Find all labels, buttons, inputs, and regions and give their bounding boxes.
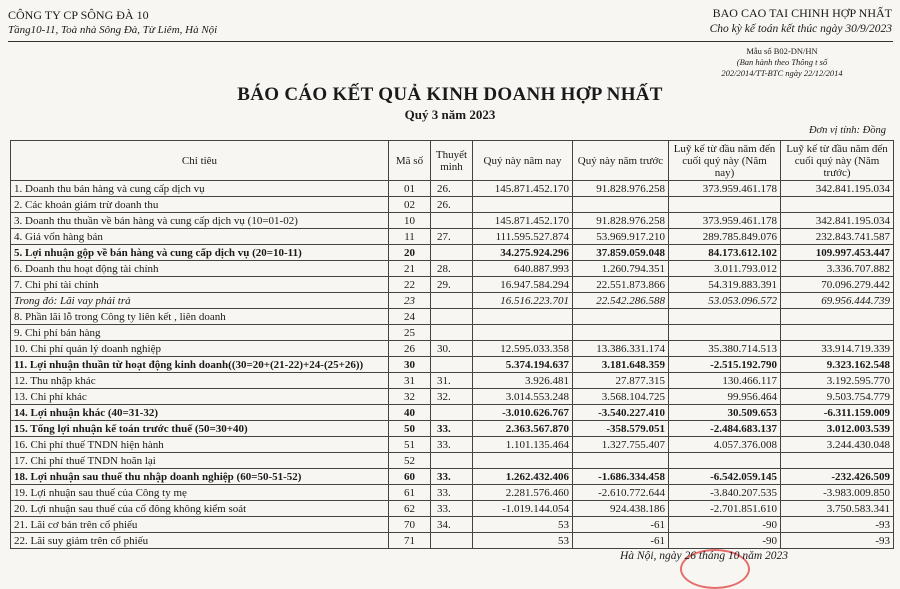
cell-code: 20 — [389, 245, 431, 261]
cell-code: 61 — [389, 485, 431, 501]
cell-qp: 27.877.315 — [573, 373, 669, 389]
cell-label: Trong đó: Lãi vay phải trả — [11, 293, 389, 309]
column-header-ytd-current: Luỹ kế từ đầu năm đến cuối quý này (Năm nay) — [669, 141, 781, 181]
cell-ytd: 30.509.653 — [669, 405, 781, 421]
cell-code: 71 — [389, 533, 431, 549]
table-row — [11, 517, 894, 533]
form-issued: (Ban hành theo Thông t số — [736, 57, 828, 67]
cell-note: 34. — [431, 517, 473, 533]
cell-label: 17. Chi phí thuế TNDN hoãn lại — [11, 453, 389, 469]
cell-ytd: -2.515.192.790 — [669, 357, 781, 373]
cell-qp: 91.828.976.258 — [573, 181, 669, 197]
cell-ytdp: 109.997.453.447 — [781, 245, 894, 261]
cell-qp: -61 — [573, 533, 669, 549]
cell-code: 22 — [389, 277, 431, 293]
cell-label: 8. Phần lãi lỗ trong Công ty liên kết , liên doanh — [11, 309, 389, 325]
cell-q: 53 — [473, 533, 573, 549]
header-divider — [8, 41, 893, 42]
cell-q — [473, 309, 573, 325]
cell-note: 29. — [431, 277, 473, 293]
cell-note — [431, 213, 473, 229]
cell-ytd: 289.785.849.076 — [669, 229, 781, 245]
cell-code: 40 — [389, 405, 431, 421]
cell-ytd: 99.956.464 — [669, 389, 781, 405]
cell-label: 5. Lợi nhuận gộp về bán hàng và cung cấp dịch vụ (20=10-11) — [11, 245, 389, 261]
document-title: BÁO CÁO KẾT QUẢ KINH DOANH HỢP NHẤT — [237, 84, 663, 105]
table-row — [11, 485, 894, 501]
column-header-current-quarter: Quý này năm nay — [473, 141, 573, 181]
cell-qp: -61 — [573, 517, 669, 533]
cell-qp: 22.551.873.866 — [573, 277, 669, 293]
cell-ytdp: 9.323.162.548 — [781, 357, 894, 373]
table-row — [11, 357, 894, 373]
cell-ytd: -6.542.059.145 — [669, 469, 781, 485]
cell-qp: -3.540.227.410 — [573, 405, 669, 421]
cell-label: 14. Lợi nhuận khác (40=31-32) — [11, 405, 389, 421]
cell-code: 10 — [389, 213, 431, 229]
cell-qp: 3.181.648.359 — [573, 357, 669, 373]
cell-ytdp: 3.750.583.341 — [781, 501, 894, 517]
cell-note — [431, 533, 473, 549]
table-row — [11, 437, 894, 453]
cell-ytdp: 342.841.195.034 — [781, 213, 894, 229]
cell-ytdp: 3.192.595.770 — [781, 373, 894, 389]
cell-label: 21. Lãi cơ bản trên cổ phiếu — [11, 517, 389, 533]
cell-q: 1.101.135.464 — [473, 437, 573, 453]
cell-q: 2.363.567.870 — [473, 421, 573, 437]
cell-note: 33. — [431, 437, 473, 453]
cell-ytdp: -93 — [781, 533, 894, 549]
table-row — [11, 389, 894, 405]
cell-qp — [573, 197, 669, 213]
table-row — [11, 453, 894, 469]
form-number: Mẫu số B02-DN/HN — [746, 46, 818, 56]
cell-ytdp — [781, 197, 894, 213]
table-row — [11, 501, 894, 517]
cell-ytd: -3.840.207.535 — [669, 485, 781, 501]
company-address: Tầng10-11, Toà nhà Sông Đà, Từ Liêm, Hà Nội — [8, 24, 218, 36]
cell-ytd: -90 — [669, 533, 781, 549]
cell-ytdp: 9.503.754.779 — [781, 389, 894, 405]
cell-label: 22. Lãi suy giảm trên cổ phiếu — [11, 533, 389, 549]
cell-ytdp: 342.841.195.034 — [781, 181, 894, 197]
cell-label: 15. Tổng lợi nhuận kế toán trước thuế (50=30+40) — [11, 421, 389, 437]
column-header-indicator: Chỉ tiêu — [11, 141, 389, 181]
cell-q: 640.887.993 — [473, 261, 573, 277]
cell-ytdp: 70.096.279.442 — [781, 277, 894, 293]
cell-ytdp: 3.244.430.048 — [781, 437, 894, 453]
cell-ytd: 53.053.096.572 — [669, 293, 781, 309]
cell-code: 25 — [389, 325, 431, 341]
cell-note — [431, 293, 473, 309]
table-row — [11, 213, 894, 229]
cell-qp: 53.969.917.210 — [573, 229, 669, 245]
cell-label: 12. Thu nhập khác — [11, 373, 389, 389]
cell-q: 12.595.033.358 — [473, 341, 573, 357]
cell-ytdp: 3.336.707.882 — [781, 261, 894, 277]
cell-qp: 1.327.755.407 — [573, 437, 669, 453]
cell-q — [473, 325, 573, 341]
cell-ytd: 4.057.376.008 — [669, 437, 781, 453]
cell-ytd: 3.011.793.012 — [669, 261, 781, 277]
cell-ytd: 373.959.461.178 — [669, 181, 781, 197]
cell-code: 01 — [389, 181, 431, 197]
table-row — [11, 469, 894, 485]
cell-ytdp: -3.983.009.850 — [781, 485, 894, 501]
cell-note: 32. — [431, 389, 473, 405]
cell-ytd: 84.173.612.102 — [669, 245, 781, 261]
cell-label: 3. Doanh thu thuần về bán hàng và cung cấp dịch vụ (10=01-02) — [11, 213, 389, 229]
cell-q: 145.871.452.170 — [473, 181, 573, 197]
cell-ytd: 130.466.117 — [669, 373, 781, 389]
cell-qp: -1.686.334.458 — [573, 469, 669, 485]
income-statement-table — [10, 140, 894, 549]
cell-qp: -358.579.051 — [573, 421, 669, 437]
table-row — [11, 181, 894, 197]
cell-q — [473, 197, 573, 213]
cell-ytdp — [781, 453, 894, 469]
form-reference: 202/2014/TT-BTC ngày 22/12/2014 — [721, 68, 843, 78]
cell-code: 11 — [389, 229, 431, 245]
cell-label: 9. Chi phí bán hàng — [11, 325, 389, 341]
cell-note — [431, 357, 473, 373]
cell-code: 23 — [389, 293, 431, 309]
report-period: Cho kỳ kế toán kết thúc ngày 30/9/2023 — [709, 23, 892, 35]
cell-note — [431, 453, 473, 469]
cell-qp: 3.568.104.725 — [573, 389, 669, 405]
cell-qp: 37.859.059.048 — [573, 245, 669, 261]
cell-note — [431, 325, 473, 341]
cell-qp: 91.828.976.258 — [573, 213, 669, 229]
cell-label: 7. Chi phí tài chính — [11, 277, 389, 293]
cell-ytd: 54.319.883.391 — [669, 277, 781, 293]
cell-qp: 13.386.331.174 — [573, 341, 669, 357]
cell-code: 30 — [389, 357, 431, 373]
cell-ytdp: 232.843.741.587 — [781, 229, 894, 245]
cell-code: 32 — [389, 389, 431, 405]
cell-ytd: 373.959.461.178 — [669, 213, 781, 229]
signature-date: Hà Nội, ngày 26 tháng 10 năm 2023 — [620, 550, 789, 562]
cell-ytd: -2.701.851.610 — [669, 501, 781, 517]
table-row — [11, 325, 894, 341]
cell-code: 60 — [389, 469, 431, 485]
cell-ytdp: 69.956.444.739 — [781, 293, 894, 309]
cell-note: 27. — [431, 229, 473, 245]
cell-ytdp: 33.914.719.339 — [781, 341, 894, 357]
company-name: CÔNG TY CP SÔNG ĐÀ 10 — [8, 8, 149, 22]
column-header-ytd-prior: Luỹ kế từ đầu năm đến cuối quý này (Năm trước) — [781, 141, 894, 181]
cell-code: 50 — [389, 421, 431, 437]
cell-label: 19. Lợi nhuận sau thuế của Công ty mẹ — [11, 485, 389, 501]
cell-note: 30. — [431, 341, 473, 357]
cell-ytd — [669, 197, 781, 213]
cell-q: 111.595.527.874 — [473, 229, 573, 245]
cell-ytdp: -6.311.159.009 — [781, 405, 894, 421]
cell-ytd — [669, 325, 781, 341]
table-row — [11, 245, 894, 261]
cell-ytd — [669, 309, 781, 325]
cell-note: 33. — [431, 421, 473, 437]
cell-code: 02 — [389, 197, 431, 213]
cell-qp — [573, 453, 669, 469]
cell-q: 16.947.584.294 — [473, 277, 573, 293]
cell-label: 10. Chi phí quản lý doanh nghiệp — [11, 341, 389, 357]
cell-note — [431, 309, 473, 325]
cell-note: 33. — [431, 501, 473, 517]
cell-code: 21 — [389, 261, 431, 277]
cell-code: 70 — [389, 517, 431, 533]
cell-q: 3.926.481 — [473, 373, 573, 389]
cell-label: 4. Giá vốn hàng bán — [11, 229, 389, 245]
column-header-note: Thuyết minh — [431, 141, 473, 181]
cell-note — [431, 405, 473, 421]
cell-q: 53 — [473, 517, 573, 533]
table-row — [11, 421, 894, 437]
cell-q — [473, 453, 573, 469]
cell-ytdp — [781, 325, 894, 341]
cell-q: 3.014.553.248 — [473, 389, 573, 405]
table-row — [11, 229, 894, 245]
cell-qp — [573, 325, 669, 341]
cell-note — [431, 245, 473, 261]
table-header-row — [11, 141, 894, 181]
table-row — [11, 341, 894, 357]
cell-label: 16. Chi phí thuế TNDN hiện hành — [11, 437, 389, 453]
document-subtitle: Quý 3 năm 2023 — [404, 107, 496, 122]
cell-label: 13. Chi phí khác — [11, 389, 389, 405]
column-header-prior-quarter: Quý này năm trước — [573, 141, 669, 181]
cell-ytdp: -232.426.509 — [781, 469, 894, 485]
cell-note: 31. — [431, 373, 473, 389]
report-type: BAO CAO TAI CHINH HỢP NHẤT — [712, 6, 892, 20]
cell-note: 33. — [431, 485, 473, 501]
cell-ytdp — [781, 309, 894, 325]
cell-code: 62 — [389, 501, 431, 517]
cell-code: 51 — [389, 437, 431, 453]
cell-ytd: -2.484.683.137 — [669, 421, 781, 437]
cell-code: 52 — [389, 453, 431, 469]
cell-q: 16.516.223.701 — [473, 293, 573, 309]
table-row — [11, 261, 894, 277]
table-row — [11, 405, 894, 421]
cell-q: -1.019.144.054 — [473, 501, 573, 517]
cell-note: 26. — [431, 197, 473, 213]
cell-ytdp: 3.012.003.539 — [781, 421, 894, 437]
cell-qp: 22.542.286.588 — [573, 293, 669, 309]
cell-ytd: 35.380.714.513 — [669, 341, 781, 357]
currency-unit: Đơn vị tính: Đồng — [808, 125, 886, 136]
cell-qp: -2.610.772.644 — [573, 485, 669, 501]
column-header-code: Mã số — [389, 141, 431, 181]
cell-ytd — [669, 453, 781, 469]
cell-label: 1. Doanh thu bán hàng và cung cấp dịch vụ — [11, 181, 389, 197]
cell-q: 5.374.194.637 — [473, 357, 573, 373]
cell-qp — [573, 309, 669, 325]
cell-ytd: -90 — [669, 517, 781, 533]
table-row — [11, 293, 894, 309]
table-row — [11, 533, 894, 549]
table-row — [11, 309, 894, 325]
cell-q: 145.871.452.170 — [473, 213, 573, 229]
cell-q: 1.262.432.406 — [473, 469, 573, 485]
cell-qp: 1.260.794.351 — [573, 261, 669, 277]
cell-label: 18. Lợi nhuận sau thuế thu nhập doanh nghiệp (60=50-51-52) — [11, 469, 389, 485]
cell-label: 11. Lợi nhuận thuần từ hoạt động kinh doanh((30=20+(21-22)+24-(25+26)) — [11, 357, 389, 373]
cell-qp: 924.438.186 — [573, 501, 669, 517]
cell-q: -3.010.626.767 — [473, 405, 573, 421]
cell-code: 31 — [389, 373, 431, 389]
cell-note: 33. — [431, 469, 473, 485]
cell-note: 28. — [431, 261, 473, 277]
cell-label: 20. Lợi nhuận sau thuế của cổ đông không kiểm soát — [11, 501, 389, 517]
table-row — [11, 197, 894, 213]
cell-q: 2.281.576.460 — [473, 485, 573, 501]
cell-code: 26 — [389, 341, 431, 357]
cell-q: 34.275.924.296 — [473, 245, 573, 261]
cell-label: 6. Doanh thu hoạt động tài chính — [11, 261, 389, 277]
form-info — [692, 46, 872, 79]
table-row — [11, 277, 894, 293]
cell-label: 2. Các khoản giảm trừ doanh thu — [11, 197, 389, 213]
table-row — [11, 373, 894, 389]
cell-code: 24 — [389, 309, 431, 325]
cell-note: 26. — [431, 181, 473, 197]
cell-ytdp: -93 — [781, 517, 894, 533]
